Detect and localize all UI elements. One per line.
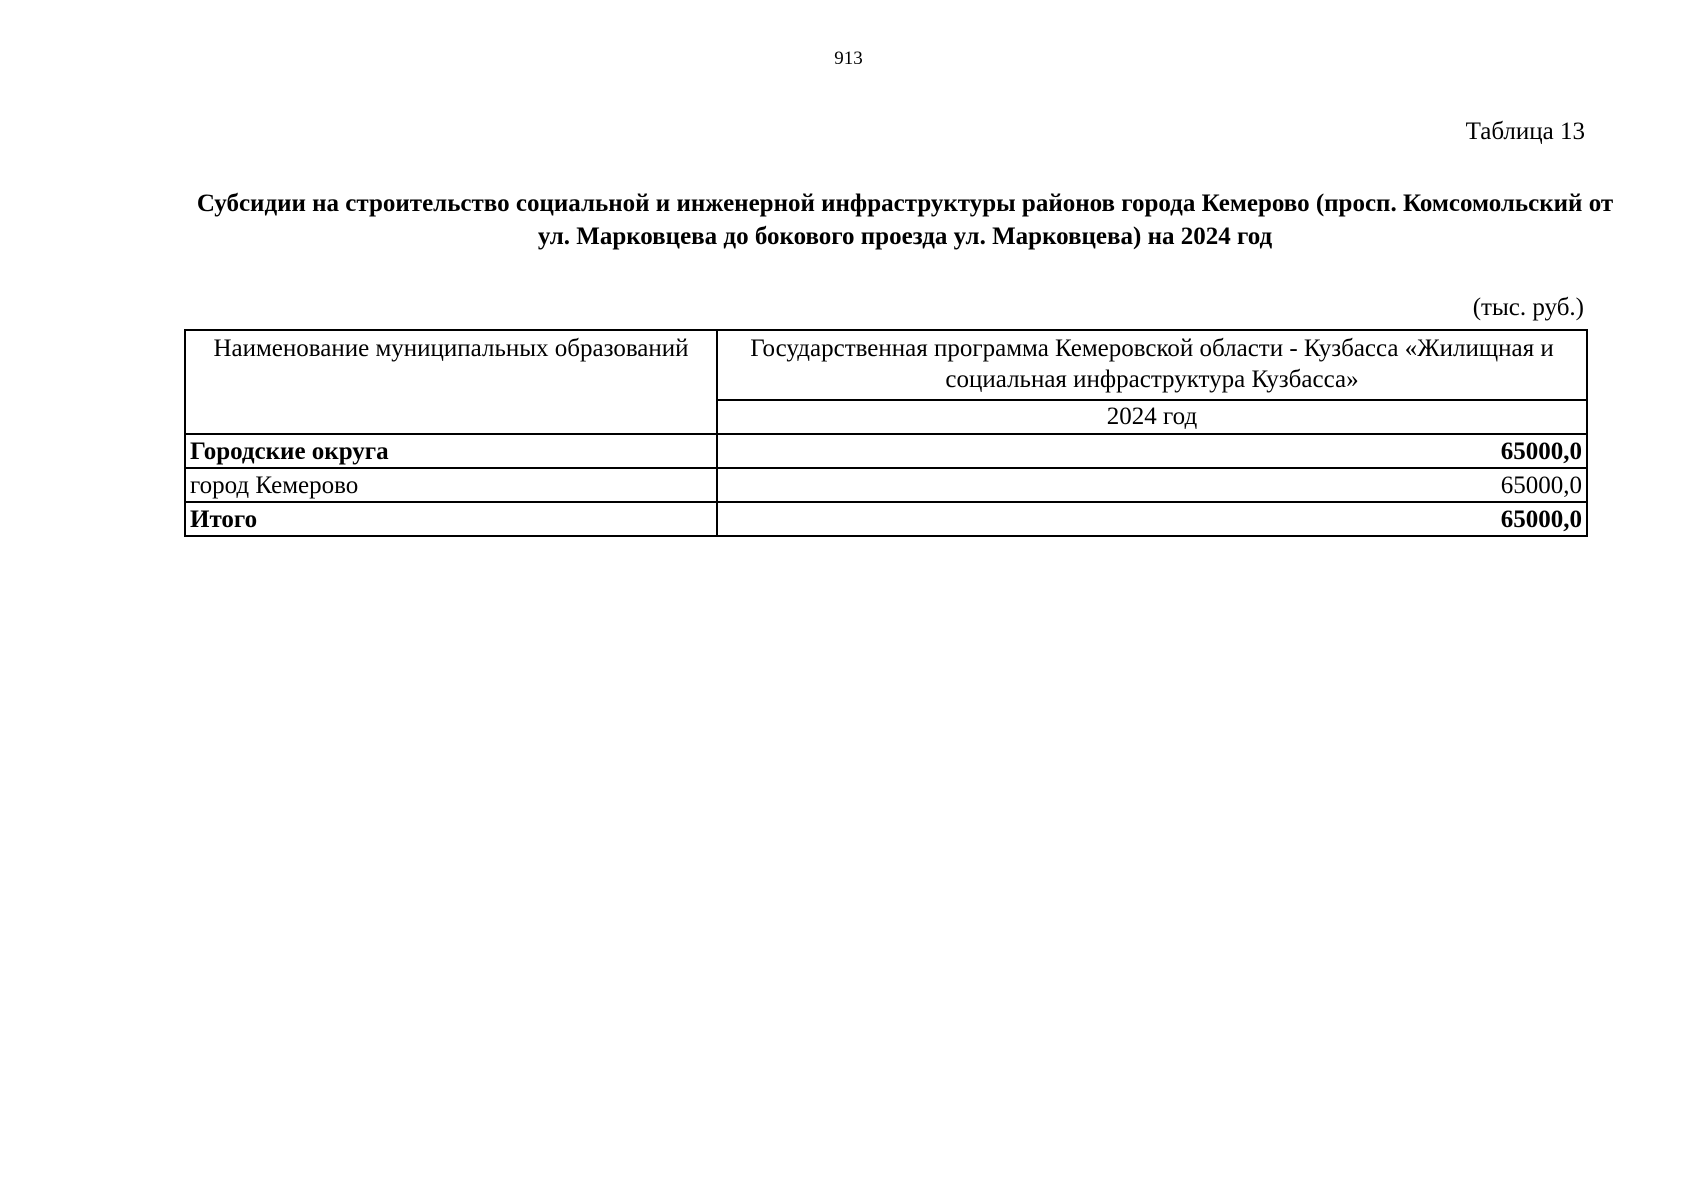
table-row — [185, 434, 1587, 468]
page-number: 913 — [834, 48, 863, 69]
row-value-cell: 65000,0 — [717, 502, 1587, 536]
row-name-cell: Итого — [185, 502, 717, 536]
table-label: Таблица 13 — [1465, 118, 1585, 145]
document-title: Субсидии на строительство социальной и инженерной инфраструктуры районов города Кемерово (просп. Комсомольский от ул. Марковцева до бокового проезда ул. Марковцева) на 2024 год — [196, 190, 1614, 250]
table-header-row — [185, 330, 1587, 400]
table-row — [185, 468, 1587, 502]
unit-label: (тыс. руб.) — [1472, 294, 1584, 321]
header-year-cell: 2024 год — [717, 400, 1587, 434]
row-name-cell: Городские округа — [185, 434, 717, 468]
header-program-cell: Государственная программа Кемеровской области - Кузбасса «Жилищная и социальная инфраструктура Кузбасса» — [717, 330, 1587, 400]
subsidy-table — [184, 329, 1588, 537]
row-name-cell: город Кемерово — [185, 468, 717, 502]
header-name-cell: Наименование муниципальных образований — [185, 330, 717, 434]
table-row — [185, 502, 1587, 536]
row-value-cell: 65000,0 — [717, 468, 1587, 502]
row-value-cell: 65000,0 — [717, 434, 1587, 468]
